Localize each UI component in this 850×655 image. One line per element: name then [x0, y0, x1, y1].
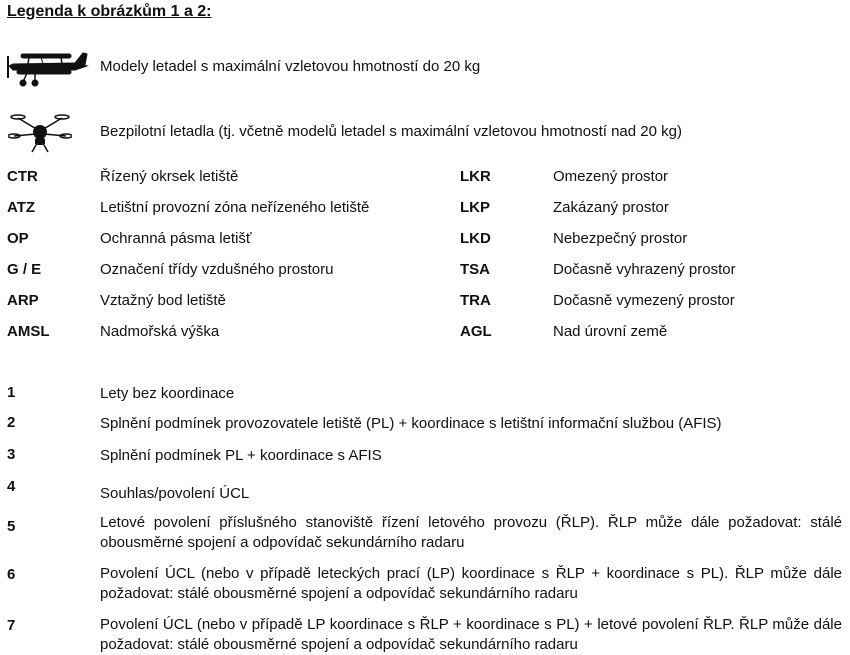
abbr-lkp-desc: Zakázaný prostor: [553, 199, 669, 216]
abbr-ctr-desc: Řízený okrsek letiště: [100, 168, 239, 185]
drone-icon: [8, 110, 72, 154]
item-text-4: Souhlas/povolení ÚCL: [100, 485, 250, 502]
item-number-6: 6: [7, 566, 16, 583]
abbr-amsl: AMSL: [7, 323, 50, 340]
abbr-op: OP: [7, 230, 29, 247]
item-text-1: Lety bez koordinace: [100, 385, 235, 402]
abbr-ge-desc: Označení třídy vzdušného prostoru: [100, 261, 334, 278]
abbr-atz: ATZ: [7, 199, 36, 216]
item-text-5: Letové povolení příslušného stanoviště řízení letového provozu (ŘLP). ŘLP může dále požadovat: stálé obousměrné spojení a odpovídač sekundárního radaru: [100, 514, 842, 551]
abbr-agl: AGL: [460, 323, 492, 340]
biplane-legend-text: Modely letadel s maximální vzletovou hmotností do 20 kg: [100, 58, 481, 75]
item-text-3: Splnění podmínek PL + koordinace s AFIS: [100, 447, 382, 464]
item-number-1: 1: [7, 384, 16, 401]
abbr-lkd: LKD: [460, 230, 491, 247]
abbr-amsl-desc: Nadmořská výška: [100, 323, 220, 340]
abbr-tsa: TSA: [460, 261, 490, 278]
biplane-icon: [5, 48, 93, 88]
legend-title: Legenda k obrázkům 1 a 2:: [7, 3, 212, 20]
item-number-3: 3: [7, 446, 16, 463]
abbr-lkr: LKR: [460, 168, 491, 185]
abbr-tra-desc: Dočasně vymezený prostor: [553, 292, 735, 309]
abbr-tsa-desc: Dočasně vyhrazený prostor: [553, 261, 736, 278]
abbr-lkd-desc: Nebezpečný prostor: [553, 230, 688, 247]
abbr-ge: G / E: [7, 261, 42, 278]
item-number-7: 7: [7, 617, 16, 634]
drone-legend-text: Bezpilotní letadla (tj. včetně modelů letadel s maximální vzletovou hmotností nad 20 kg): [100, 123, 682, 140]
item-number-5: 5: [7, 518, 16, 535]
abbr-agl-desc: Nad úrovní země: [553, 323, 668, 340]
item-text-2: Splnění podmínek provozovatele letiště (PL) + koordinace s letištní informační službou (AFIS): [100, 415, 722, 432]
abbr-op-desc: Ochranná pásma letišť: [100, 230, 252, 247]
abbr-arp: ARP: [7, 292, 39, 309]
abbr-tra: TRA: [460, 292, 491, 309]
item-text-6: Povolení ÚCL (nebo v případě leteckých prací (LP) koordinace s ŘLP + koordinace s PL). ŘLP může dále požadovat: stálé obousměrné spojení a odpovídač sekundárního radaru: [100, 565, 842, 602]
abbr-atz-desc: Letištní provozní zóna neřízeného letiště: [100, 199, 370, 216]
abbr-ctr: CTR: [7, 168, 38, 185]
abbr-lkp: LKP: [460, 199, 490, 216]
abbr-lkr-desc: Omezený prostor: [553, 168, 669, 185]
item-number-2: 2: [7, 414, 16, 431]
abbr-arp-desc: Vztažný bod letiště: [100, 292, 226, 309]
item-number-4: 4: [7, 478, 16, 495]
item-text-7: Povolení ÚCL (nebo v případě LP koordinace s ŘLP + koordinace s PL) + letové povolení ŘLP. ŘLP může dále požadovat: stálé obousměrné spojení a odpovídač sekundárního radaru: [100, 616, 842, 653]
